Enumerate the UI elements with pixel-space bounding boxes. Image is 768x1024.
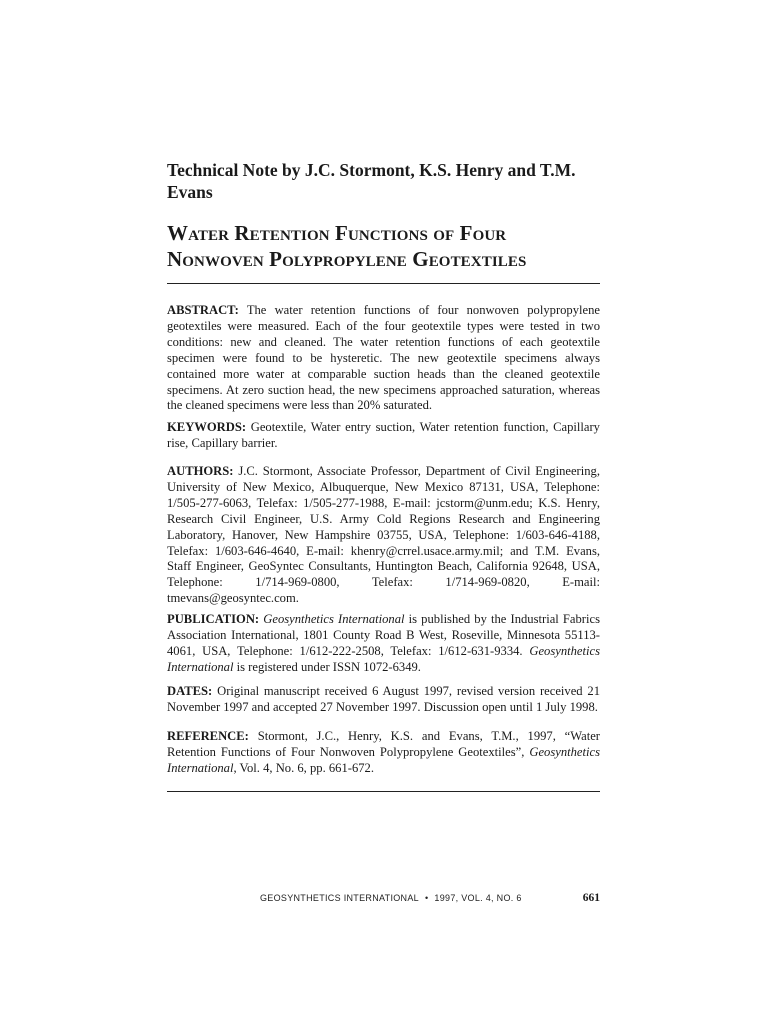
bottom-divider (167, 791, 600, 792)
authors-text: J.C. Stormont, Associate Professor, Department of Civil Engineering, University of New Mexico, Albuquerque, New Mexico 87131, USA, Telephone: 1/505-277-6063, Telefax: 1/505-277-1988, E-mail: jcstorm@unm.edu; K.S. Henry, Research Civil Engineer, U.S. Army Cold Regions Research and Engineering Laboratory, Hanover, New Hampshire 03755, USA, Telephone: 1/603-646-4188, Telefax: 1/603-646-4640, E-mail: khenry@crrel.usace.army.mil; and T.M. Evans, Staff Engineer, GeoSyntec Consultants, Huntington Beach, California 92648, USA, Telephone: 1/714-969-0800, Telefax: 1/714-969-0820, E-mail: tmevans@geosyntec.com. (167, 464, 600, 606)
reference-label: REFERENCE: (167, 729, 249, 743)
authors-section (167, 464, 600, 607)
dates-text: Original manuscript received 6 August 1997, revised version received 21 November 1997 and accepted 27 November 1997. Discussion open until 1 July 1998. (167, 684, 600, 714)
authors-label: AUTHORS: (167, 464, 234, 478)
abstract-text: The water retention functions of four nonwoven polypropylene geotextiles were measured. Each of the four geotextile types were tested in two conditions: new and cleaned. The water retention functions of each geotextile specimen were found to be hysteretic. The new geotextile specimens always contained more water at comparable suction heads than the cleaned geotextile specimens. At zero suction head, the new specimens approached saturation, whereas the cleaned specimens were less than 20% saturated. (167, 303, 600, 413)
author-line: Technical Note by J.C. Stormont, K.S. Henry and T.M. Evans (167, 160, 576, 202)
footer-journal: GEOSYNTHETICS INTERNATIONAL (260, 893, 419, 903)
publication-journal-name: Geosynthetics International (263, 612, 405, 626)
footer-issue: 1997, VOL. 4, NO. 6 (434, 893, 522, 903)
publication-journal-name-2: Geosynthetics International (167, 643, 600, 674)
keywords-text: Geotextile, Water entry suction, Water retention function, Capillary rise, Capillary barrier. (167, 420, 600, 450)
reference-text-2: , Vol. 4, No. 6, pp. 661-672. (233, 760, 374, 775)
top-divider (167, 283, 600, 284)
running-footer (260, 893, 522, 903)
publication-section (167, 612, 600, 676)
page-number: 661 (582, 892, 600, 904)
paper-title-line-2: Nonwoven Polypropylene Geotextiles (167, 247, 527, 271)
publication-text-2: is registered under ISSN 1072-6349. (233, 659, 421, 674)
paper-title-line-1: Water Retention Functions of Four (167, 221, 507, 245)
dates-label: DATES: (167, 684, 213, 698)
keywords-section (167, 420, 600, 452)
reference-journal-name: Geosynthetics International (167, 744, 600, 775)
publication-text-1: is published by the Industrial Fabrics Association International, 1801 County Road B West, Roseville, Minnesota 55113-4061, USA, Telephone: 1/612-222-2508, Telefax: 1/612-631-9334. (167, 612, 600, 658)
reference-section (167, 729, 600, 777)
dates-section (167, 684, 600, 716)
abstract-label: ABSTRACT: (167, 303, 239, 317)
keywords-label: KEYWORDS: (167, 420, 247, 434)
abstract-section (167, 303, 600, 414)
reference-text-1: Stormont, J.C., Henry, K.S. and Evans, T.M., 1997, “Water Retention Functions of Four Nonwoven Polypropylene Geotextiles”, (167, 729, 601, 759)
paper-title (167, 220, 607, 272)
publication-label: PUBLICATION: (167, 612, 260, 626)
footer-bullet: • (424, 893, 429, 903)
